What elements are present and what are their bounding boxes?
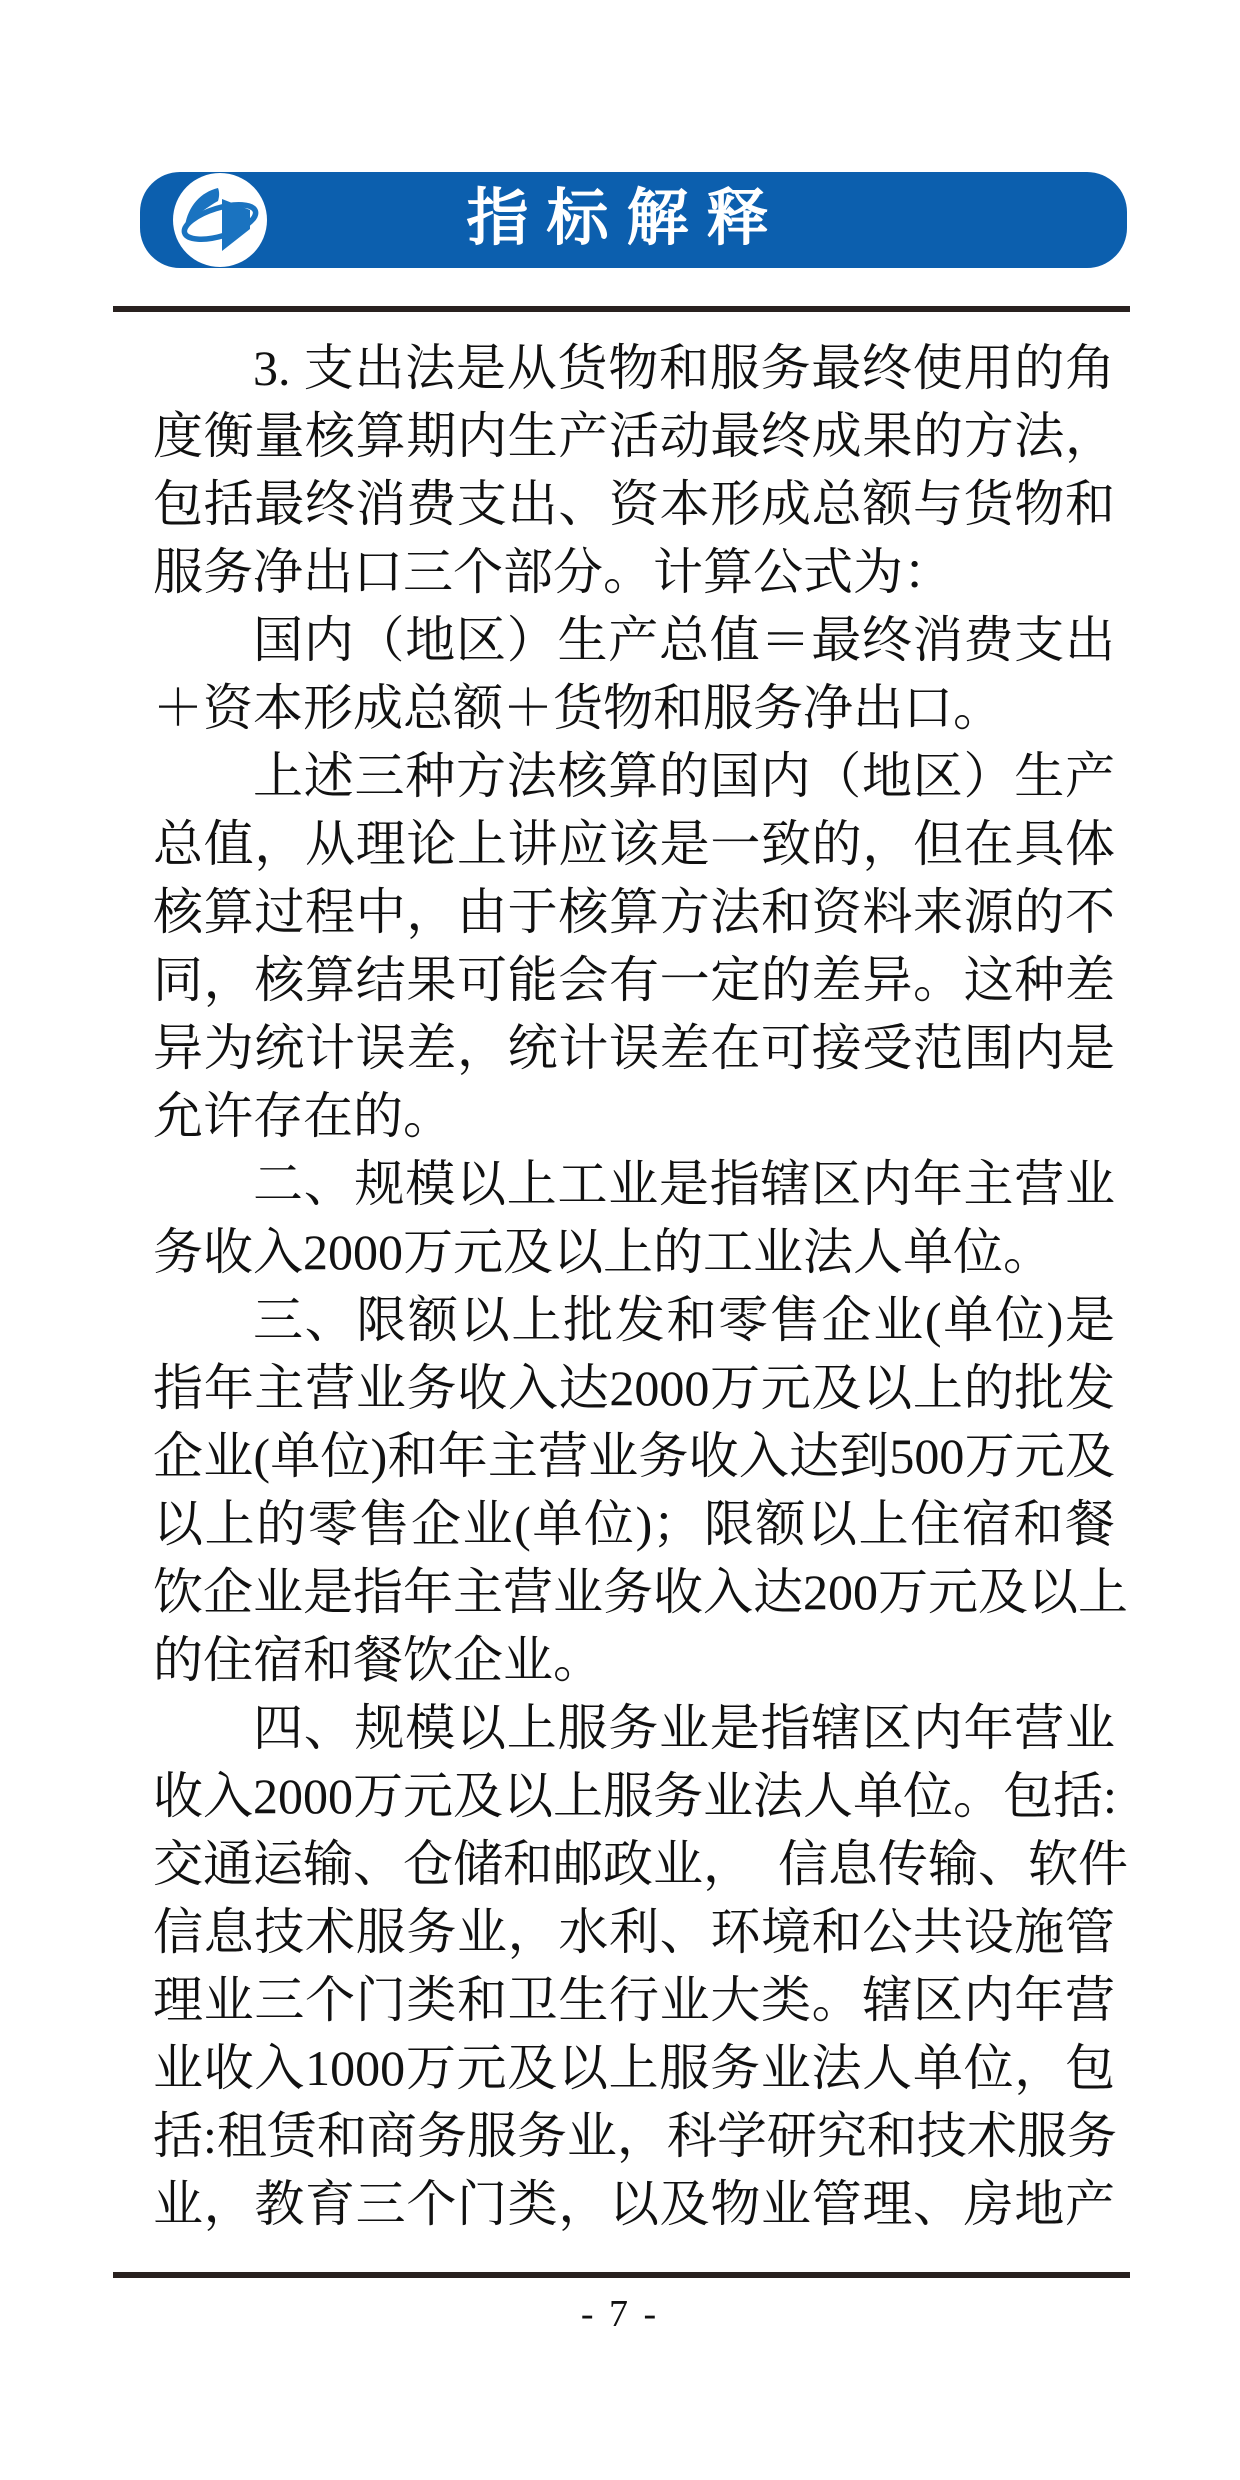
text-line: 业，教育三个门类，以及物业管理、房地产 <box>153 2176 1115 2232</box>
text-line: 括:租赁和商务服务业，科学研究和技术服务 <box>153 2108 1117 2164</box>
text-line: 三、限额以上批发和零售企业(单位)是 <box>253 1292 1115 1348</box>
page-title: 指标解释 <box>466 185 787 253</box>
text-line: 收入2000万元及以上服务业法人单位。包括: <box>153 1768 1117 1824</box>
text-line: 异为统计误差，统计误差在可接受范围内是 <box>153 1020 1115 1076</box>
text-line: 理业三个门类和卫生行业大类。辖区内年营 <box>153 1972 1115 2028</box>
text-line: 饮企业是指年主营业务收入达200万元及以上 <box>153 1564 1128 1620</box>
text-line: 企业(单位)和年主营业务收入达到500万元及 <box>153 1428 1115 1484</box>
header-banner <box>140 172 1127 268</box>
header-divider <box>113 306 1130 312</box>
text-line: 交通运输、仓储和邮政业， 信息传输、软件 <box>153 1836 1128 1892</box>
text-line: 业收入1000万元及以上服务业法人单位，包 <box>153 2040 1115 2096</box>
text-line: 度衡量核算期内生产活动最终成果的方法， <box>153 408 1115 464</box>
text-line: 的住宿和餐饮企业。 <box>153 1632 603 1688</box>
text-line: 信息技术服务业，水利、环境和公共设施管 <box>153 1904 1115 1960</box>
text-line: 以上的零售企业(单位)；限额以上住宿和餐 <box>153 1496 1115 1552</box>
text-line: 指年主营业务收入达2000万元及以上的批发 <box>153 1360 1115 1416</box>
text-line: 服务净出口三个部分。计算公式为： <box>153 544 953 600</box>
text-line: 同，核算结果可能会有一定的差异。这种差 <box>153 952 1115 1008</box>
text-line: 允许存在的。 <box>153 1088 453 1144</box>
text-line: 务收入2000万元及以上的工业法人单位。 <box>153 1224 1053 1280</box>
text-line: 总值，从理论上讲应该是一致的，但在具体 <box>153 816 1115 872</box>
text-line: 包括最终消费支出、资本形成总额与货物和 <box>153 476 1115 532</box>
text-line: 上述三种方法核算的国内（地区）生产 <box>253 748 1115 804</box>
text-line: 核算过程中，由于核算方法和资料来源的不 <box>153 884 1115 940</box>
body-text <box>153 334 1128 2238</box>
text-line: 四、规模以上服务业是指辖区内年营业 <box>253 1700 1115 1756</box>
page-number: - 7 - <box>580 2293 660 2335</box>
footer-divider <box>113 2272 1130 2278</box>
text-line: 国内（地区）生产总值＝最终消费支出 <box>253 612 1115 668</box>
text-line: 3. 支出法是从货物和服务最终使用的角 <box>253 340 1115 396</box>
text-line: 二、规模以上工业是指辖区内年主营业 <box>253 1156 1115 1212</box>
text-line: ＋资本形成总额＋货物和服务净出口。 <box>153 680 1003 736</box>
